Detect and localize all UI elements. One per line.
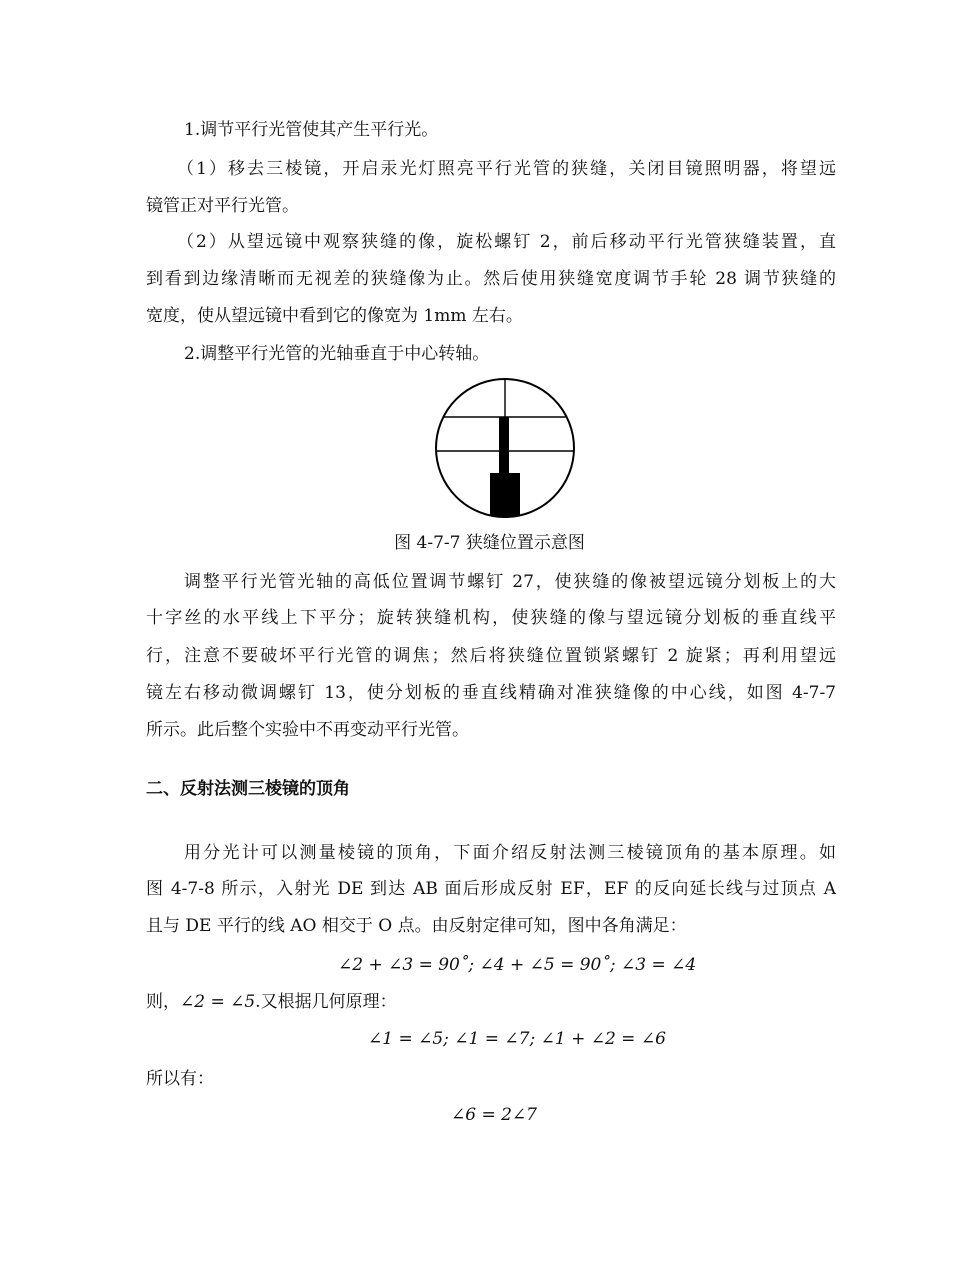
para2-line4: 镜左右移动微调螺钉 13，使分划板的垂直线精确对准狭缝像的中心线，如图 4-7-7 bbox=[146, 683, 836, 703]
step1-title: 1.调节平行光管使其产生平行光。 bbox=[184, 120, 439, 140]
formula-angles-2: ∠1 = ∠5; ∠1 = ∠7; ∠1 + ∠2 = ∠6 bbox=[368, 1029, 666, 1049]
step1-sub1-line2: 镜管正对平行光管。 bbox=[146, 196, 299, 216]
para3-line3: 且与 DE 平行的线 AO 相交于 O 点。由反射定律可知，图中各角满足： bbox=[146, 916, 687, 936]
reticle-lines bbox=[433, 377, 577, 519]
para2-line5: 所示。此后整个实验中不再变动平行光管。 bbox=[146, 720, 469, 740]
step1-sub2-line1: （2）从望远镜中观察狭缝的像，旋松螺钉 2，前后移动平行光管狭缝装置，直 bbox=[177, 232, 836, 252]
section-heading: 二、反射法测三棱镜的顶角 bbox=[146, 779, 350, 799]
para2-line1: 调整平行光管光轴的高低位置调节螺钉 27，使狭缝的像被望远镜分划板上的大 bbox=[184, 572, 836, 592]
slit-image bbox=[499, 417, 509, 477]
step1-sub1-line1: （1）移去三棱镜，开启汞光灯照亮平行光管的狭缝，关闭目镜照明器，将望远 bbox=[177, 159, 836, 179]
figure-caption: 图 4-7-7 狭缝位置示意图 bbox=[394, 533, 585, 553]
step1-sub2-line3: 宽度，使从望远镜中看到它的像宽为 1mm 左右。 bbox=[146, 306, 523, 326]
slit-position-diagram bbox=[433, 377, 577, 519]
step2-title: 2.调整平行光管的光轴垂直于中心转轴。 bbox=[184, 344, 490, 364]
para2-line2: 十字丝的水平线上下平分；旋转狭缝机构，使狭缝的像与望远镜分划板的垂直线平 bbox=[146, 608, 836, 628]
para3-line1: 用分光计可以测量棱镜的顶角，下面介绍反射法测三棱镜顶角的基本原理。如 bbox=[184, 843, 836, 863]
para3-line2: 图 4-7-8 所示，入射光 DE 到达 AB 面后形成反射 EF，EF 的反向延长线与过顶点 A bbox=[146, 879, 836, 899]
then-suffix: .又根据几何原理： bbox=[255, 992, 397, 1012]
then-line bbox=[146, 990, 397, 1014]
para2-line3: 行，注意不要破坏平行光管的调焦；然后将狭缝位置锁紧螺钉 2 旋紧；再利用望远 bbox=[146, 646, 836, 666]
then-prefix: 则， bbox=[146, 992, 180, 1012]
slit-base bbox=[490, 473, 520, 519]
then-formula: ∠2 = ∠5 bbox=[180, 992, 256, 1012]
so-prefix: 所以有： bbox=[146, 1069, 214, 1089]
formula-angles-1: ∠2 + ∠3 = 90˚; ∠4 + ∠5 = 90˚; ∠3 = ∠4 bbox=[338, 955, 697, 975]
formula-result: ∠6 = 2∠7 bbox=[451, 1105, 537, 1125]
step1-sub2-line2: 到看到边缘清晰而无视差的狭缝像为止。然后使用狭缝宽度调节手轮 28 调节狭缝的 bbox=[146, 269, 836, 289]
